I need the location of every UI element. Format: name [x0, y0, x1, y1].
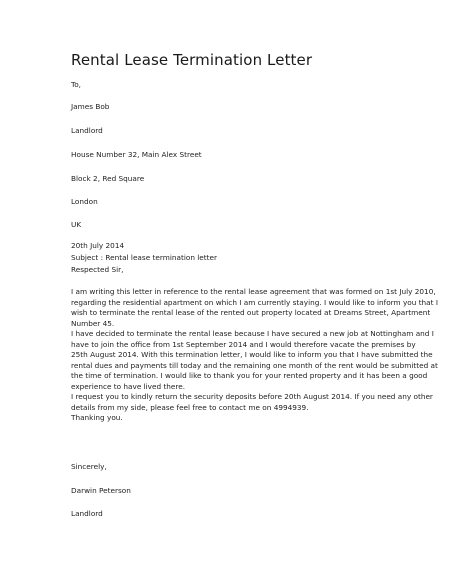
letter-date: 20th July 2014 [71, 241, 125, 250]
letter-title: Rental Lease Termination Letter [71, 51, 313, 69]
recipient-role: Landlord [71, 126, 103, 135]
salutation: Respected Sir, [71, 265, 124, 274]
recipient-name: James Bob [71, 102, 110, 111]
letter-body [71, 287, 438, 424]
body-line: details from my side, please feel free to contact me on 4994939. [71, 402, 309, 412]
body-line: the time of termination. I would like to thank you for your rented property and it has been a good [71, 371, 428, 380]
to-label: To, [71, 80, 82, 89]
body-line: rental dues and payments till today and the remaining one month of the rent would be submitted at [71, 360, 438, 370]
body-line: wish to terminate the rental lease of the rented out property located at Dreams Street, Apartment [71, 308, 431, 317]
subject-line: Subject : Rental lease termination letter [71, 253, 217, 262]
body-line: I have decided to terminate the rental lease because I have secured a new job at Nottingham and I [71, 329, 434, 338]
address-line-2: Block 2, Red Square [71, 174, 145, 183]
body-line: I request you to kindly return the security deposits before 20th August 2014. If you need any other [71, 392, 433, 401]
sender-role: Landlord [71, 509, 103, 518]
city: London [71, 197, 98, 206]
body-line: 25th August 2014. With this termination letter, I would like to inform you that I have submitted the [71, 350, 433, 359]
body-line: experience to have lived there. [71, 381, 186, 391]
body-line: regarding the residential apartment on which I am currently staying. I would like to inform you that I [71, 297, 438, 307]
body-line: have to join the office from 1st September 2014 and I would therefore vacate the premises by [71, 339, 416, 349]
body-line: Thanking you. [71, 413, 123, 422]
sender-name: Darwin Peterson [71, 486, 131, 495]
closing: Sincerely, [71, 462, 107, 471]
address-line-1: House Number 32, Main Alex Street [71, 150, 202, 159]
body-line: I am writing this letter in reference to the rental lease agreement that was formed on 1st July 2010, [71, 287, 436, 296]
country: UK [71, 220, 82, 229]
body-line: Number 45. [71, 318, 115, 328]
